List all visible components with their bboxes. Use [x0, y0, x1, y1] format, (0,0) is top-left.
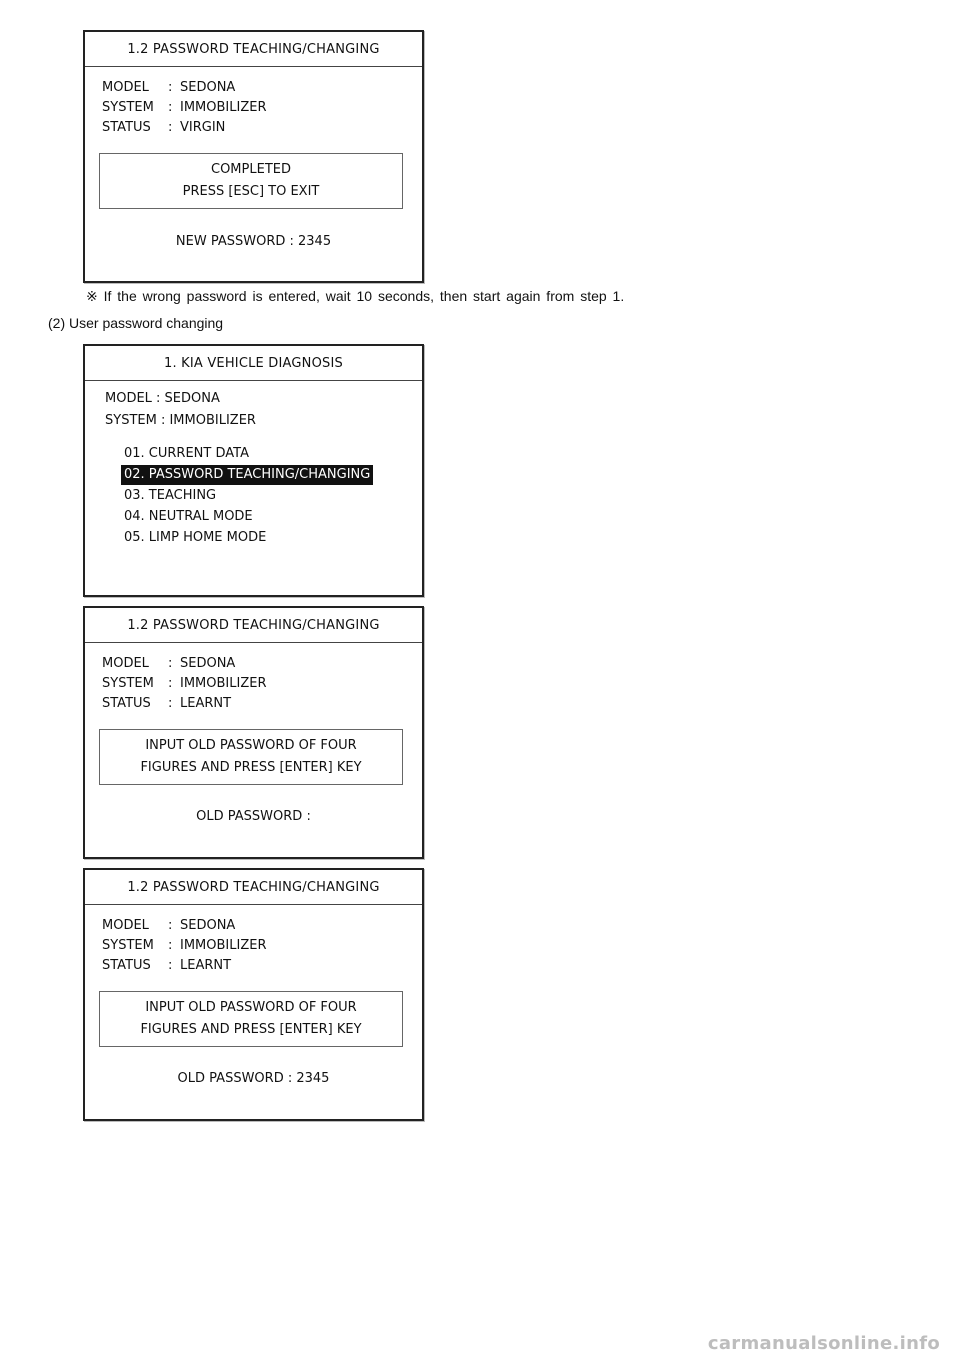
wrong-password-note: ※ If the wrong password is entered, wait 10 seconds, then start again from step 1.: [86, 288, 625, 304]
info-block: MODEL : SEDONA SYSTEM : IMMOBILIZER STATUS : LEARNT: [102, 654, 266, 714]
screen-new-password-completed: [83, 30, 424, 283]
message-line-1: INPUT OLD PASSWORD OF FOUR: [145, 1000, 357, 1015]
status-label: STATUS: [102, 120, 151, 135]
model-line: MODEL : SEDONA: [105, 391, 220, 406]
status-value: LEARNT: [180, 696, 232, 711]
status-value: VIRGIN: [180, 120, 226, 135]
info-block: MODEL : SEDONA SYSTEM : IMMOBILIZER STATUS : LEARNT: [102, 916, 266, 976]
old-password-line: OLD PASSWORD : 2345: [177, 1071, 330, 1086]
screen-old-password-entered: [83, 868, 424, 1121]
system-label: SYSTEM: [102, 676, 154, 691]
info-block: [105, 388, 256, 432]
screen-old-password-input: [83, 606, 424, 859]
system-label: SYSTEM: [102, 100, 154, 115]
message-box: [99, 991, 403, 1047]
model-value: SEDONA: [180, 918, 236, 933]
menu-item-neutral-mode[interactable]: 04. NEUTRAL MODE: [124, 509, 253, 524]
status-label: STATUS: [102, 696, 151, 711]
model-value: SEDONA: [180, 80, 236, 95]
system-label: SYSTEM: [102, 938, 154, 953]
new-password-line: NEW PASSWORD : 2345: [175, 234, 332, 249]
screen-title: 1.2 PASSWORD TEACHING/CHANGING: [85, 870, 422, 905]
menu-item-password-teaching[interactable]: 02. PASSWORD TEACHING/CHANGING: [121, 465, 373, 485]
system-value: IMMOBILIZER: [180, 100, 267, 115]
message-line-1: INPUT OLD PASSWORD OF FOUR: [145, 738, 357, 753]
system-line: SYSTEM : IMMOBILIZER: [105, 413, 256, 428]
status-label: STATUS: [102, 958, 151, 973]
section-heading: (2) User password changing: [48, 315, 224, 331]
menu-item-limp-home-mode[interactable]: 05. LIMP HOME MODE: [124, 530, 267, 545]
screen-title: 1. KIA VEHICLE DIAGNOSIS: [85, 346, 422, 381]
model-label: MODEL: [102, 656, 149, 671]
model-value: SEDONA: [180, 656, 236, 671]
screen-title: 1.2 PASSWORD TEACHING/CHANGING: [85, 32, 422, 67]
info-block: MODEL : SEDONA SYSTEM : IMMOBILIZER STATUS : VIRGIN: [102, 78, 266, 138]
menu-item-teaching[interactable]: 03. TEACHING: [124, 488, 217, 503]
status-value: LEARNT: [180, 958, 232, 973]
message-line-1: COMPLETED: [211, 162, 291, 177]
system-value: IMMOBILIZER: [180, 938, 267, 953]
model-label: MODEL: [102, 80, 149, 95]
system-value: IMMOBILIZER: [180, 676, 267, 691]
message-line-2: FIGURES AND PRESS [ENTER] KEY: [140, 760, 362, 775]
screen-title: 1.2 PASSWORD TEACHING/CHANGING: [85, 608, 422, 643]
screen-vehicle-diagnosis: [83, 344, 424, 597]
old-password-line: OLD PASSWORD :: [196, 809, 311, 824]
watermark: carmanualsonline.info: [707, 1333, 940, 1354]
message-box: [99, 153, 403, 209]
diagnosis-menu: [121, 444, 373, 548]
menu-item-current-data[interactable]: 01. CURRENT DATA: [124, 446, 249, 461]
message-line-2: FIGURES AND PRESS [ENTER] KEY: [140, 1022, 362, 1037]
model-label: MODEL: [102, 918, 149, 933]
message-box: [99, 729, 403, 785]
message-line-2: PRESS [ESC] TO EXIT: [182, 184, 320, 199]
